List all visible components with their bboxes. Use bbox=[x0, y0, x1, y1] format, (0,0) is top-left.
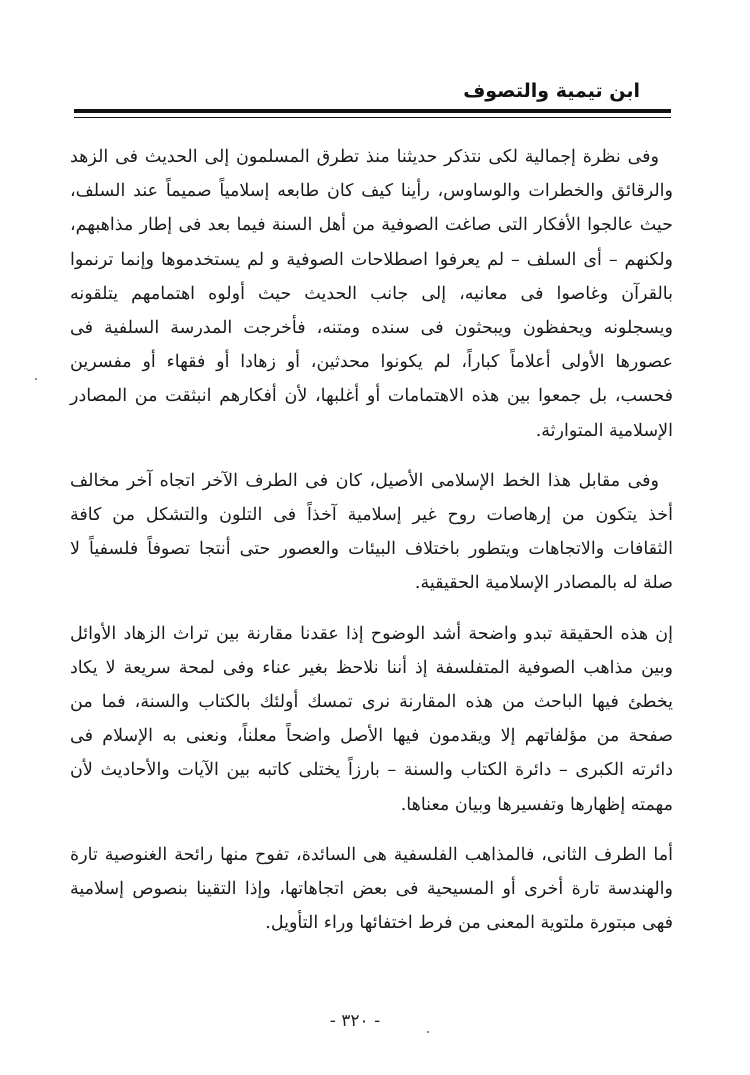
scan-speck bbox=[35, 378, 37, 380]
paragraph-1: وفى نظرة إجمالية لكى نتذكر حديثنا منذ تطرق المسلمون إلى الحديث فى الزهد والرقائق والخطرات والوساوس، رأينا كيف كان طابعه إسلامياً صميماً عند السلف، حيث عالجوا الأفكار التى صاغت الصوفية من أهل السنة فيما بعد فى إطار مذاهبهم، ولكنهم – أى السلف – لم يعرفوا اصطلاحات الصوفية و لم يستخدموها وإنما ترنموا بالقرآن وغاصوا فى معانيه، إلى جانب الحديث حيث أولوه اهتمامهم يتلقونه ويسجلونه ويحفظون ويبحثون فى سنده ومتنه، فأخرجت المدرسة السلفية فى عصورها الأولى أعلاماً كباراً، لم يكونوا محدثين، أو زهادا أو فقهاء أو مفسرين فحسب، بل جمعوا بين هذه الاهتمامات أو أغلبها، لأن أفكارهم انبثقت من المصادر الإسلامية المتوارثة. bbox=[70, 147, 673, 441]
running-header-title: ابن تيمية والتصوف bbox=[463, 80, 640, 102]
paragraph-4: أما الطرف الثانى، فالمذاهب الفلسفية هى السائدة، تفوح منها رائحة الغنوصية تارة والهندسة تارة أخرى أو المسيحية فى بعض اتجاهاتها، وإذا التقينا بنصوص إسلامية فهى مبتورة ملتوية المعنى من فرط اختفائها وراء التأويل. bbox=[70, 844, 673, 934]
header-rule-thick bbox=[74, 109, 671, 113]
body-text bbox=[70, 140, 673, 956]
header-rule-thin bbox=[74, 117, 671, 118]
scan-speck bbox=[427, 1031, 429, 1033]
page-number: - ٣٢٠ - bbox=[329, 1011, 381, 1031]
paragraph-3: إن هذه الحقيقة تبدو واضحة أشد الوضوح إذا عقدنا مقارنة بين تراث الزهاد الأوائل وبين مذاهب الصوفية المتفلسفة إذ أننا نلاحظ بغير عناء وفى لمحة سريعة لا يكاد يخطئ فيها الباحث من هذه المقارنة نرى تمسك أولئك بالكتاب والسنة، فما من صفحة من مؤلفاتهم إلا ويقدمون فيها الأصل واضحاً معلناً، ونعنى به الإسلام فى دائرته الكبرى – دائرة الكتاب والسنة – بارزاً يختلى كاتبه بين الآيات والأحاديث لأن مهمته إظهارها وتفسيرها وبيان معناها. bbox=[70, 623, 673, 815]
paragraph-2: وفى مقابل هذا الخط الإسلامى الأصيل، كان فى الطرف الآخر اتجاه آخر مخالف أخذ يتكون من إرهاصات روح غير إسلامية آخذاً فى التلون والتشكل من كافة الثقافات والاتجاهات ويتطور باختلاف البيئات والعصور حتى أنتجا تصوفاً فلسفياً لا صلة له بالمصادر الإسلامية الحقيقية. bbox=[70, 470, 673, 594]
